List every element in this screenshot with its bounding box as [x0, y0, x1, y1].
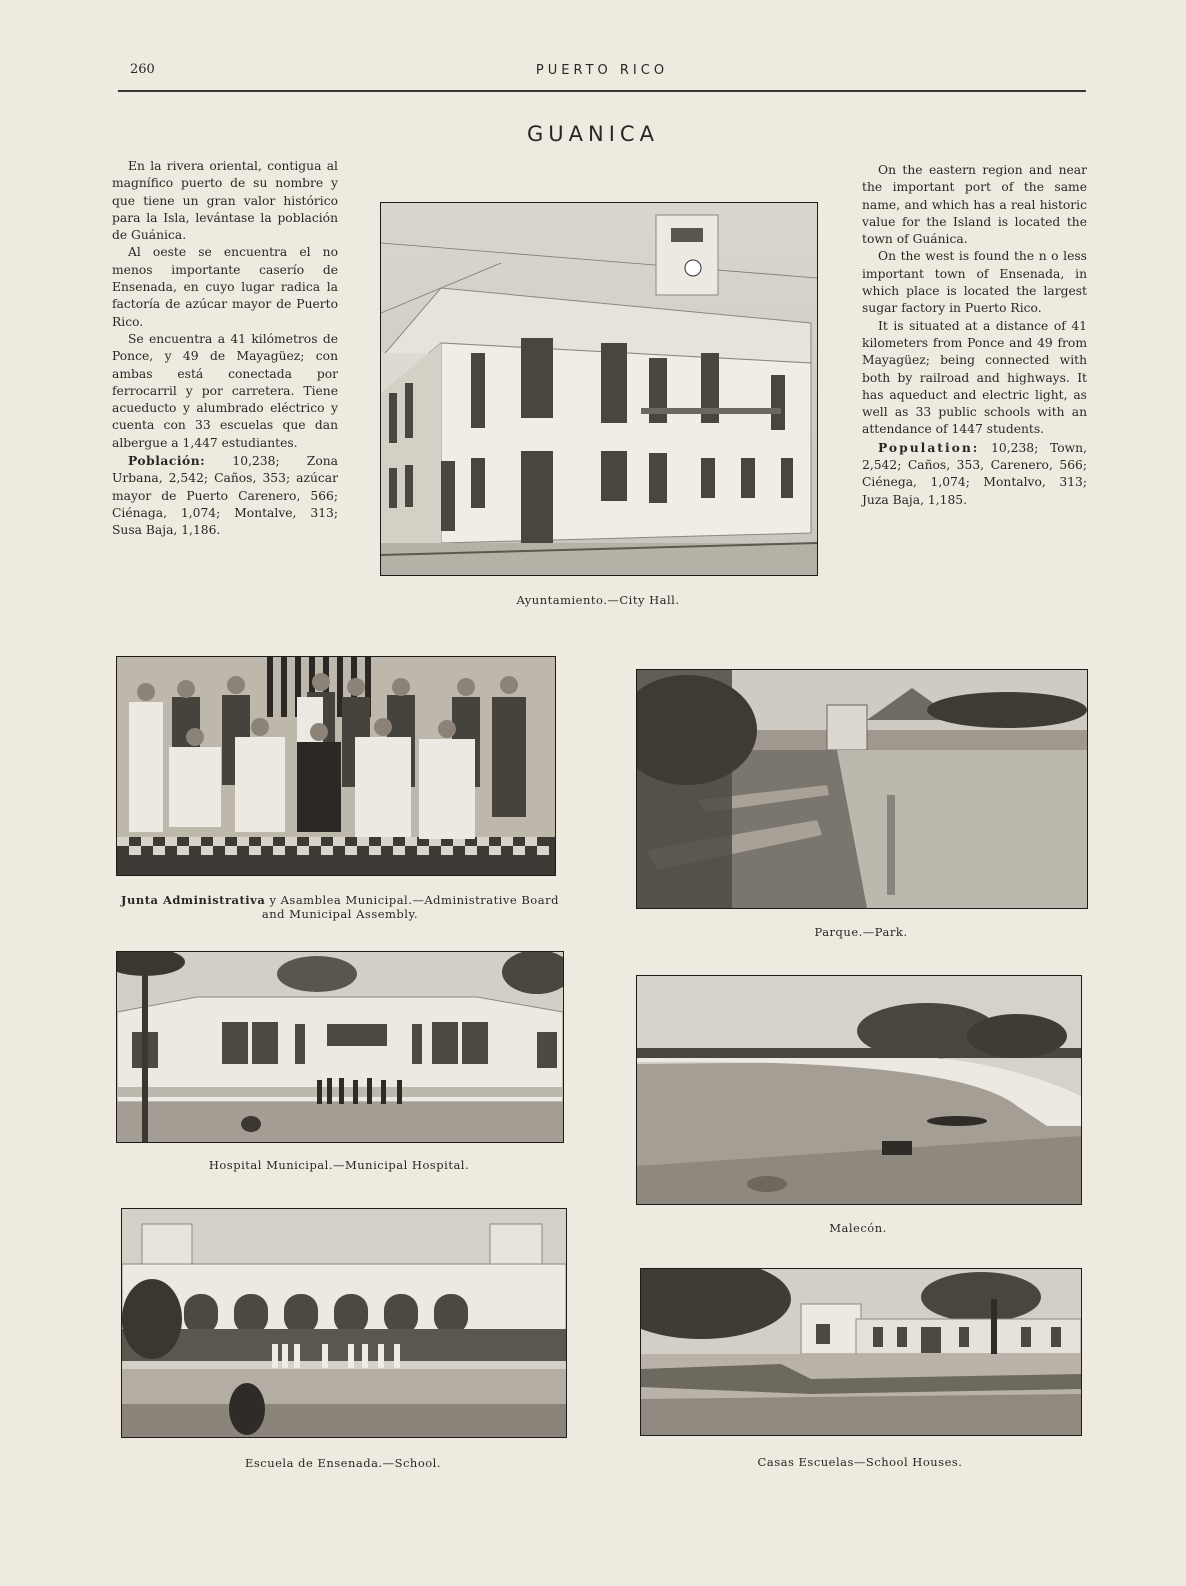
page-number: 260	[130, 62, 155, 77]
population-label: Población:	[128, 453, 206, 469]
school-houses-photo	[640, 1268, 1082, 1436]
board-caption-rest: y Asamblea Municipal.—Administrative Board and Municipal Assembly.	[261, 893, 559, 921]
hospital-caption: Hospital Municipal.—Municipal Hospital.	[208, 1158, 470, 1172]
english-paragraph: On the west is found the n o less important town of Ensenada, in which place is located the largest sugar factory in Puerto Rico.	[862, 249, 1087, 316]
board-caption-bold: Junta Administrativa	[121, 893, 266, 907]
article-title: GUANICA	[527, 122, 659, 146]
city-hall-photo	[380, 202, 818, 576]
park-photo	[636, 669, 1088, 909]
board-photo	[116, 656, 556, 876]
spanish-paragraph: Al oeste se encuentra el no menos importante caserío de Ensenada, en cuyo lugar radica la factoría de azúcar mayor de Puerto Rico.	[112, 245, 338, 329]
city-hall-caption: Ayuntamiento.—City Hall.	[516, 593, 680, 607]
school-houses-caption: Casas Escuelas—School Houses.	[757, 1455, 963, 1469]
malecon-caption: Malecón.	[829, 1221, 887, 1235]
running-head	[118, 62, 1086, 84]
city-hall-illustration	[381, 203, 817, 575]
english-text-column	[862, 162, 1087, 509]
park-caption: Parque.—Park.	[814, 925, 908, 939]
spanish-population	[112, 452, 338, 539]
school-caption: Escuela de Ensenada.—School.	[244, 1456, 441, 1470]
population-label: Population:	[878, 439, 980, 455]
header-rule	[118, 90, 1086, 92]
spanish-paragraph: Se encuentra a 41 kilómetros de Ponce, y 49 de Mayagüez; con ambas está conectada por ferrocarril y por carretera. Tiene acueducto y alumbrado eléctrico y cuenta con 33 escuelas que dan albergue a 1,447 estudiantes.	[112, 331, 338, 450]
english-paragraph: On the eastern region and near the important port of the same name, and which has a real historic value for the Island is located the town of Guánica.	[862, 163, 1087, 247]
board-caption	[110, 893, 570, 921]
school-houses-illustration	[641, 1269, 1081, 1435]
spanish-paragraph: En la rivera oriental, contigua al magnífico puerto de su nombre y que tiene un gran valor histórico para la Isla, levántase la población de Guánica.	[112, 159, 338, 243]
journal-title: PUERTO RICO	[535, 63, 669, 78]
population-text: 10,238; Town, 2,542; Caños, 353, Carenero, 566; Ciénega, 1,074; Montalvo, 313; Juza Baja, 1,185.	[862, 440, 1087, 507]
spanish-text-column	[112, 158, 338, 540]
english-population	[862, 439, 1087, 509]
park-illustration	[637, 670, 1087, 908]
population-text: 10,238; Zona Urbana, 2,542; Caños, 353; azúcar mayor de Puerto Carenero, 566; Ciénaga, 1,074; Montalve, 313; Susa Baja, 1,186.	[112, 454, 338, 538]
school-illustration	[122, 1209, 566, 1437]
board-illustration	[117, 657, 555, 875]
malecon-photo	[636, 975, 1082, 1205]
english-paragraph: It is situated at a distance of 41 kilometers from Ponce and 49 from Mayagüez; being connected with both by railroad and highways. It has aqueduct and electric light, as well as 33 public schools with an attendance of 1447 students.	[862, 318, 1087, 437]
school-photo	[121, 1208, 567, 1438]
malecon-illustration	[637, 976, 1081, 1204]
hospital-photo	[116, 951, 564, 1143]
hospital-illustration	[117, 952, 563, 1142]
